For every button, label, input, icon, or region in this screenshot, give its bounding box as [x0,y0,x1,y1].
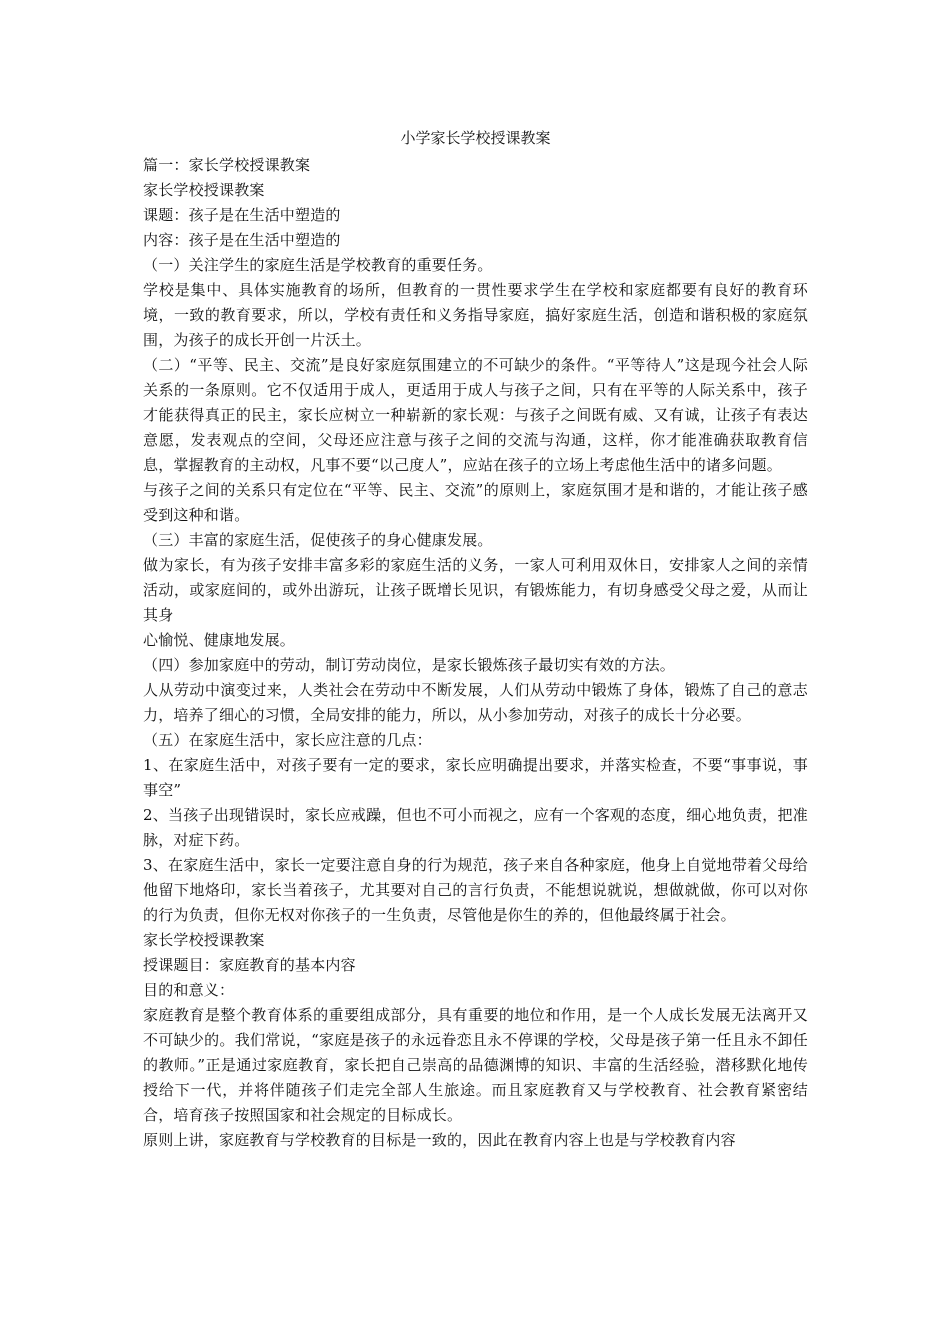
body-paragraph-continued: 心愉悦、健康地发展。 [143,631,296,649]
lesson-subject: 授课题目：家庭教育的基本内容 [143,956,356,974]
section-heading: 篇一：家长学校授课教案 [143,156,311,174]
document-page [143,128,808,1153]
document-title: 小学家长学校授课教案 [400,129,551,147]
lesson-topic: 课题：孩子是在生活中塑造的 [143,206,341,224]
lesson-plan-heading: 家长学校授课教案 [143,181,265,199]
numbered-item: 2、当孩子出现错误时，家长应戒躁，但也不可小而视之，应有一个客观的态度，细心地负责，把准脉，对症下药。 [143,806,808,849]
point-heading-4: （四）参加家庭中的劳动，制订劳动岗位，是家长锻炼孩子最切实有效的方法。 [143,656,676,674]
lesson-plan-heading: 家长学校授课教案 [143,931,265,949]
numbered-item: 3、在家庭生活中，家长一定要注意自身的行为规范，孩子来自各种家庭，他身上自觉地带着父母给他留下地烙印，家长当着孩子，尤其要对自己的言行负责，不能想说就说，想做就做，你可以对你的行为负责，但你无权对你孩子的一生负责，尽管他是你生的养的，但他最终属于社会。 [143,856,808,924]
point-heading-3: （三）丰富的家庭生活，促使孩子的身心健康发展。 [143,531,493,549]
point-heading-5: （五）在家庭生活中，家长应注意的几点： [143,731,432,749]
body-paragraph: 原则上讲，家庭教育与学校教育的目标是一致的，因此在教育内容上也是与学校教育内容 [143,1131,736,1149]
body-paragraph: 人从劳动中演变过来，人类社会在劳动中不断发展，人们从劳动中锻炼了身体，锻炼了自己的意志力，培养了细心的习惯，全局安排的能力，所以，从小参加劳动，对孩子的成长十分必要。 [143,681,808,724]
body-paragraph: （二）“平等、民主、交流”是良好家庭氛围建立的不可缺少的条件。“平等待人”这是现今社会人际关系的一条原则。它不仅适用于成人，更适用于成人与孩子之间，只有在平等的人际关系中，孩子才能获得真正的民主，家长应树立一种崭新的家长观：与孩子之间既有威、又有诚，让孩子有表达意愿，发表观点的空间，父母还应注意与孩子之间的交流与沟通，这样，你才能准确获取教育信息，掌握教育的主动权，凡事不要“以己度人”，应站在孩子的立场上考虑他生活中的诸多问题。 [143,356,808,474]
numbered-item: 1、在家庭生活中，对孩子要有一定的要求，家长应明确提出要求，并落实检查，不要“事事说，事事空” [143,756,808,799]
point-heading-1: （一）关注学生的家庭生活是学校教育的重要任务。 [143,256,493,274]
body-paragraph: 家庭教育是整个教育体系的重要组成部分，具有重要的地位和作用，是一个人成长发展无法离开又不可缺少的。我们常说，“家庭是孩子的永远眷恋且永不停课的学校，父母是孩子第一任且永不卸任的教师。”正是通过家庭教育，家长把自己崇高的品德渊博的知识、丰富的生活经验，潜移默化地传授给下一代，并将伴随孩子们走完全部人生旅途。而且家庭教育又与学校教育、社会教育紧密结合，培育孩子按照国家和社会规定的目标成长。 [143,1006,808,1124]
body-paragraph: 与孩子之间的关系只有定位在“平等、民主、交流”的原则上，家庭氛围才是和谐的，才能让孩子感受到这种和谐。 [143,481,808,524]
purpose-heading: 目的和意义： [143,981,235,999]
body-paragraph: 做为家长，有为孩子安排丰富多彩的家庭生活的义务，一家人可利用双休日，安排家人之间的亲情活动，或家庭间的，或外出游玩，让孩子既增长见识，有锻炼能力，有切身感受父母之爱，从而让其身 [143,556,808,624]
lesson-content: 内容：孩子是在生活中塑造的 [143,231,341,249]
body-paragraph: 学校是集中、具体实施教育的场所，但教育的一贯性要求学生在学校和家庭都要有良好的教育环境，一致的教育要求，所以，学校有责任和义务指导家庭，搞好家庭生活，创造和谐积极的家庭氛围，为孩子的成长开创一片沃土。 [143,281,808,349]
